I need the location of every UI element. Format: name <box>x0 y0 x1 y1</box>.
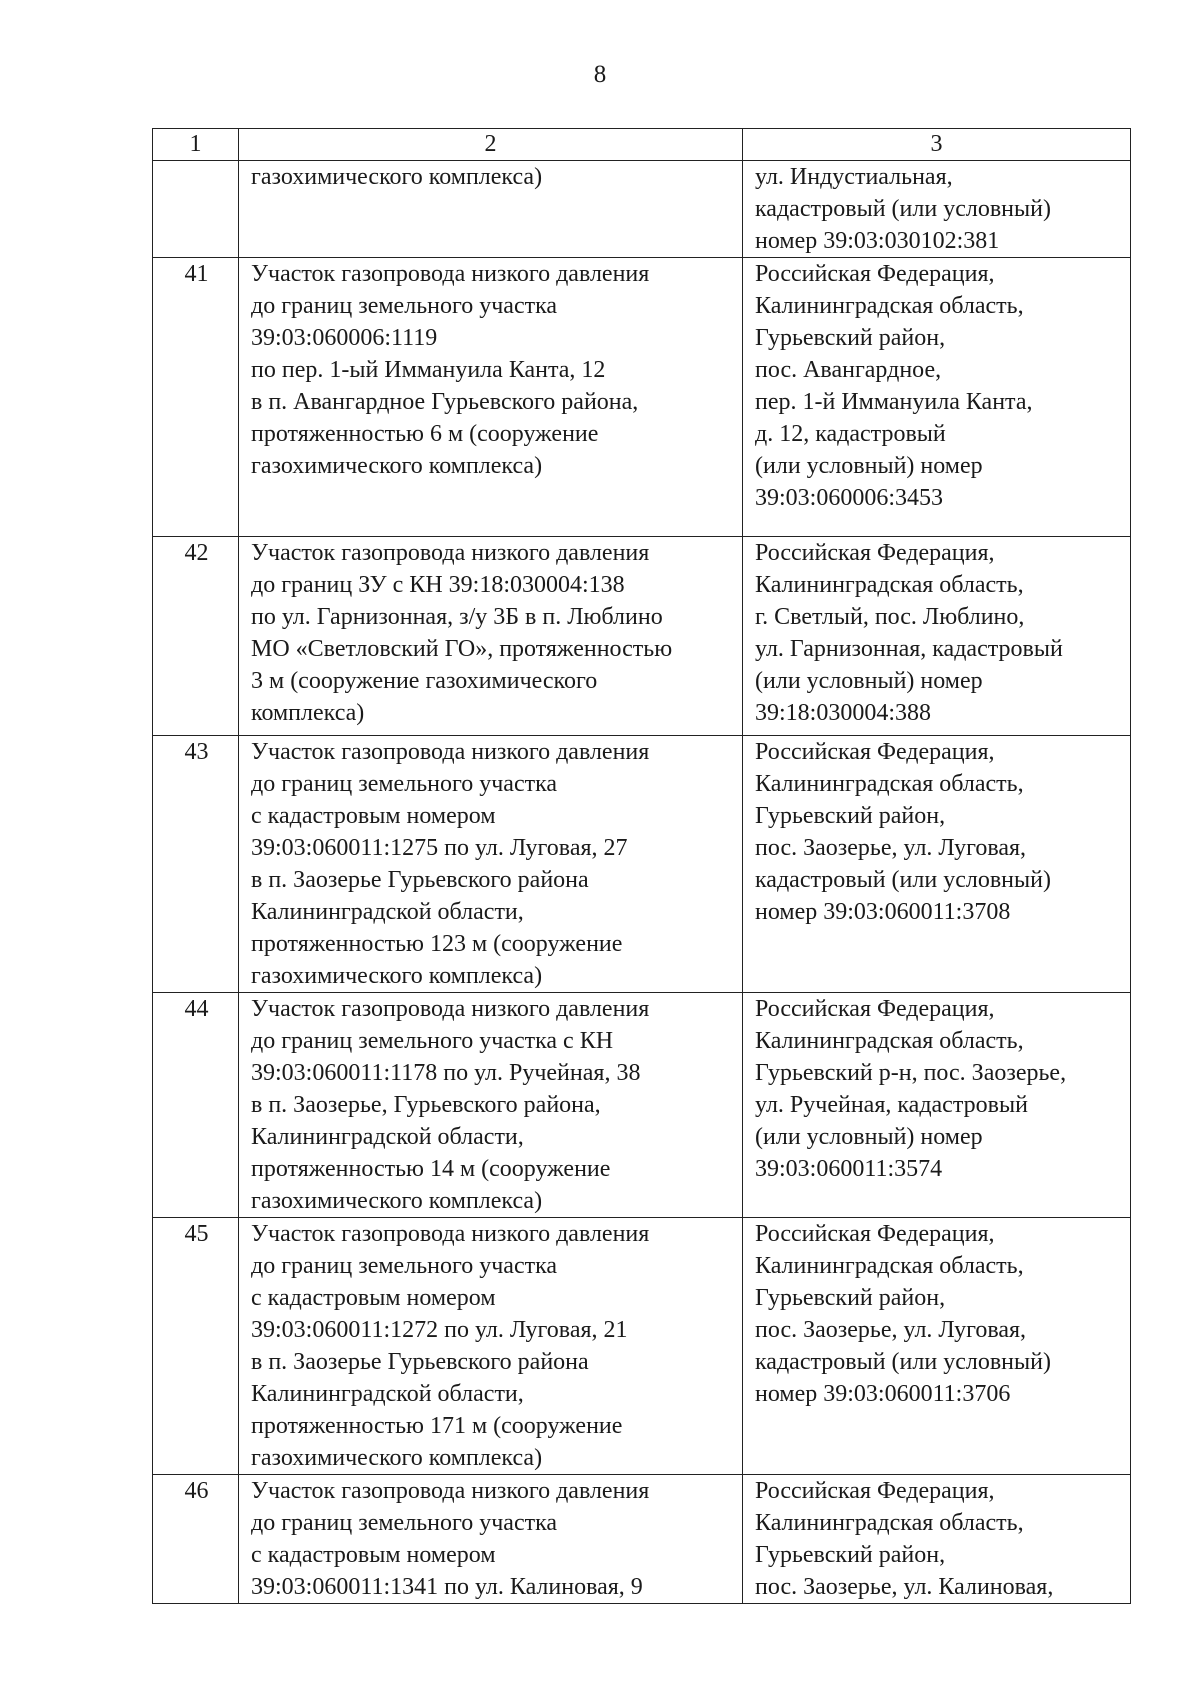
object-line: 39:03:060006:1119 <box>251 325 438 351</box>
object-description-cell <box>239 258 743 537</box>
object-line: газохимического комплекса) <box>251 164 543 190</box>
row-number: 42 <box>153 537 239 736</box>
row-number: 44 <box>153 993 239 1218</box>
address-line: Гурьевский р-н, пос. Заозерье, <box>755 1060 1067 1086</box>
address-cell <box>743 258 1131 537</box>
object-line: газохимического комплекса) <box>251 453 543 479</box>
address-line: ул. Гарнизонная, кадастровый <box>755 636 1063 662</box>
address-line: 39:03:060011:3574 <box>755 1156 943 1182</box>
object-line: протяженностью 123 м (сооружение <box>251 931 623 957</box>
register-table <box>152 128 1131 1604</box>
address-line: (или условный) номер <box>755 668 983 694</box>
object-line: протяженностью 6 м (сооружение <box>251 421 599 447</box>
object-line: Участок газопровода низкого давления <box>251 540 650 566</box>
object-line: Участок газопровода низкого давления <box>251 739 650 765</box>
address-line: Калининградская область, <box>755 293 1024 319</box>
address-line: Гурьевский район, <box>755 1285 946 1311</box>
address-line: (или условный) номер <box>755 453 983 479</box>
address-line: пос. Заозерье, ул. Калиновая, <box>755 1574 1054 1600</box>
table-row-continuation <box>153 161 1131 258</box>
row-number: 43 <box>153 736 239 993</box>
address-line: Российская Федерация, <box>755 1221 995 1247</box>
address-line: Российская Федерация, <box>755 739 995 765</box>
address-line: пос. Авангардное, <box>755 357 942 383</box>
object-description-cell <box>239 537 743 736</box>
row-number: 45 <box>153 1218 239 1475</box>
object-line: в п. Заозерье, Гурьевского района, <box>251 1092 601 1118</box>
address-line: Гурьевский район, <box>755 803 946 829</box>
address-line: ул. Ручейная, кадастровый <box>755 1092 1028 1118</box>
object-line: с кадастровым номером <box>251 1542 496 1568</box>
table-row-45 <box>153 1218 1131 1475</box>
address-line: Российская Федерация, <box>755 996 995 1022</box>
object-description-cell <box>239 1475 743 1604</box>
address-line: кадастровый (или условный) <box>755 867 1051 893</box>
address-line: Калининградская область, <box>755 1253 1024 1279</box>
address-line: Гурьевский район, <box>755 1542 946 1568</box>
table-row-46 <box>153 1475 1131 1604</box>
row-number: 46 <box>153 1475 239 1604</box>
object-line: до границ земельного участка с КН <box>251 1028 614 1054</box>
table-row-42 <box>153 537 1131 736</box>
address-line: Калининградская область, <box>755 1028 1024 1054</box>
address-line: ул. Индустиальная, <box>755 164 953 190</box>
object-line: до границ земельного участка <box>251 771 558 797</box>
address-cell <box>743 993 1131 1218</box>
address-cell <box>743 1475 1131 1604</box>
object-line: Калининградской области, <box>251 899 524 925</box>
object-line: Участок газопровода низкого давления <box>251 1221 650 1247</box>
object-line: в п. Заозерье Гурьевского района <box>251 1349 589 1375</box>
address-line: номер 39:03:060011:3708 <box>755 899 1011 925</box>
object-line: газохимического комплекса) <box>251 1188 543 1214</box>
object-line: газохимического комплекса) <box>251 963 543 989</box>
object-line: в п. Авангардное Гурьевского района, <box>251 389 639 415</box>
address-cell <box>743 1218 1131 1475</box>
address-line: Российская Федерация, <box>755 1478 995 1504</box>
address-line: Калининградская область, <box>755 771 1024 797</box>
object-line: МО «Светловский ГО», протяженностью <box>251 636 673 662</box>
object-line: по пер. 1-ый Иммануила Канта, 12 <box>251 357 606 383</box>
address-line: номер 39:03:030102:381 <box>755 228 1000 254</box>
address-line: кадастровый (или условный) <box>755 1349 1051 1375</box>
object-line: комплекса) <box>251 700 365 726</box>
object-description-cell <box>239 161 743 258</box>
column-header-1: 1 <box>153 129 239 161</box>
address-line: Калининградская область, <box>755 572 1024 598</box>
address-line: пос. Заозерье, ул. Луговая, <box>755 835 1027 861</box>
object-line: до границ ЗУ с КН 39:18:030004:138 <box>251 572 625 598</box>
column-header-3: 3 <box>743 129 1131 161</box>
address-cell <box>743 736 1131 993</box>
address-line: пос. Заозерье, ул. Луговая, <box>755 1317 1027 1343</box>
object-description-cell <box>239 736 743 993</box>
object-line: Участок газопровода низкого давления <box>251 261 650 287</box>
row-number: 41 <box>153 258 239 537</box>
object-line: Калининградской области, <box>251 1381 524 1407</box>
address-line: Российская Федерация, <box>755 540 995 566</box>
address-line: пер. 1-й Иммануила Канта, <box>755 389 1033 415</box>
address-line: Российская Федерация, <box>755 261 995 287</box>
object-line: 39:03:060011:1178 по ул. Ручейная, 38 <box>251 1060 641 1086</box>
address-line: д. 12, кадастровый <box>755 421 946 447</box>
object-line: до границ земельного участка <box>251 293 558 319</box>
address-line: кадастровый (или условный) <box>755 196 1051 222</box>
address-cell <box>743 161 1131 258</box>
object-line: Участок газопровода низкого давления <box>251 1478 650 1504</box>
object-line: 39:03:060011:1272 по ул. Луговая, 21 <box>251 1317 628 1343</box>
column-header-2: 2 <box>239 129 743 161</box>
table-row-41 <box>153 258 1131 537</box>
page-number: 8 <box>593 61 607 88</box>
table-row-43 <box>153 736 1131 993</box>
address-line: г. Светлый, пос. Люблино, <box>755 604 1025 630</box>
object-line: до границ земельного участка <box>251 1510 558 1536</box>
address-line: Гурьевский район, <box>755 325 946 351</box>
object-line: в п. Заозерье Гурьевского района <box>251 867 589 893</box>
row-number <box>153 161 239 258</box>
address-line: Калининградская область, <box>755 1510 1024 1536</box>
object-line: 39:03:060011:1341 по ул. Калиновая, 9 <box>251 1574 643 1600</box>
address-line: 39:18:030004:388 <box>755 700 932 726</box>
object-line: до границ земельного участка <box>251 1253 558 1279</box>
object-line: протяженностью 171 м (сооружение <box>251 1413 623 1439</box>
address-line: 39:03:060006:3453 <box>755 485 944 511</box>
address-line: номер 39:03:060011:3706 <box>755 1381 1011 1407</box>
object-line: газохимического комплекса) <box>251 1445 543 1471</box>
object-line: Калининградской области, <box>251 1124 524 1150</box>
object-line: 3 м (сооружение газохимического <box>251 668 598 694</box>
object-description-cell <box>239 1218 743 1475</box>
object-description-cell <box>239 993 743 1218</box>
object-line: с кадастровым номером <box>251 803 496 829</box>
object-line: 39:03:060011:1275 по ул. Луговая, 27 <box>251 835 628 861</box>
object-line: протяженностью 14 м (сооружение <box>251 1156 611 1182</box>
table-header-row <box>153 129 1131 161</box>
object-line: по ул. Гарнизонная, з/у 3Б в п. Люблино <box>251 604 663 630</box>
object-line: с кадастровым номером <box>251 1285 496 1311</box>
object-line: Участок газопровода низкого давления <box>251 996 650 1022</box>
address-cell <box>743 537 1131 736</box>
table-row-44 <box>153 993 1131 1218</box>
address-line: (или условный) номер <box>755 1124 983 1150</box>
